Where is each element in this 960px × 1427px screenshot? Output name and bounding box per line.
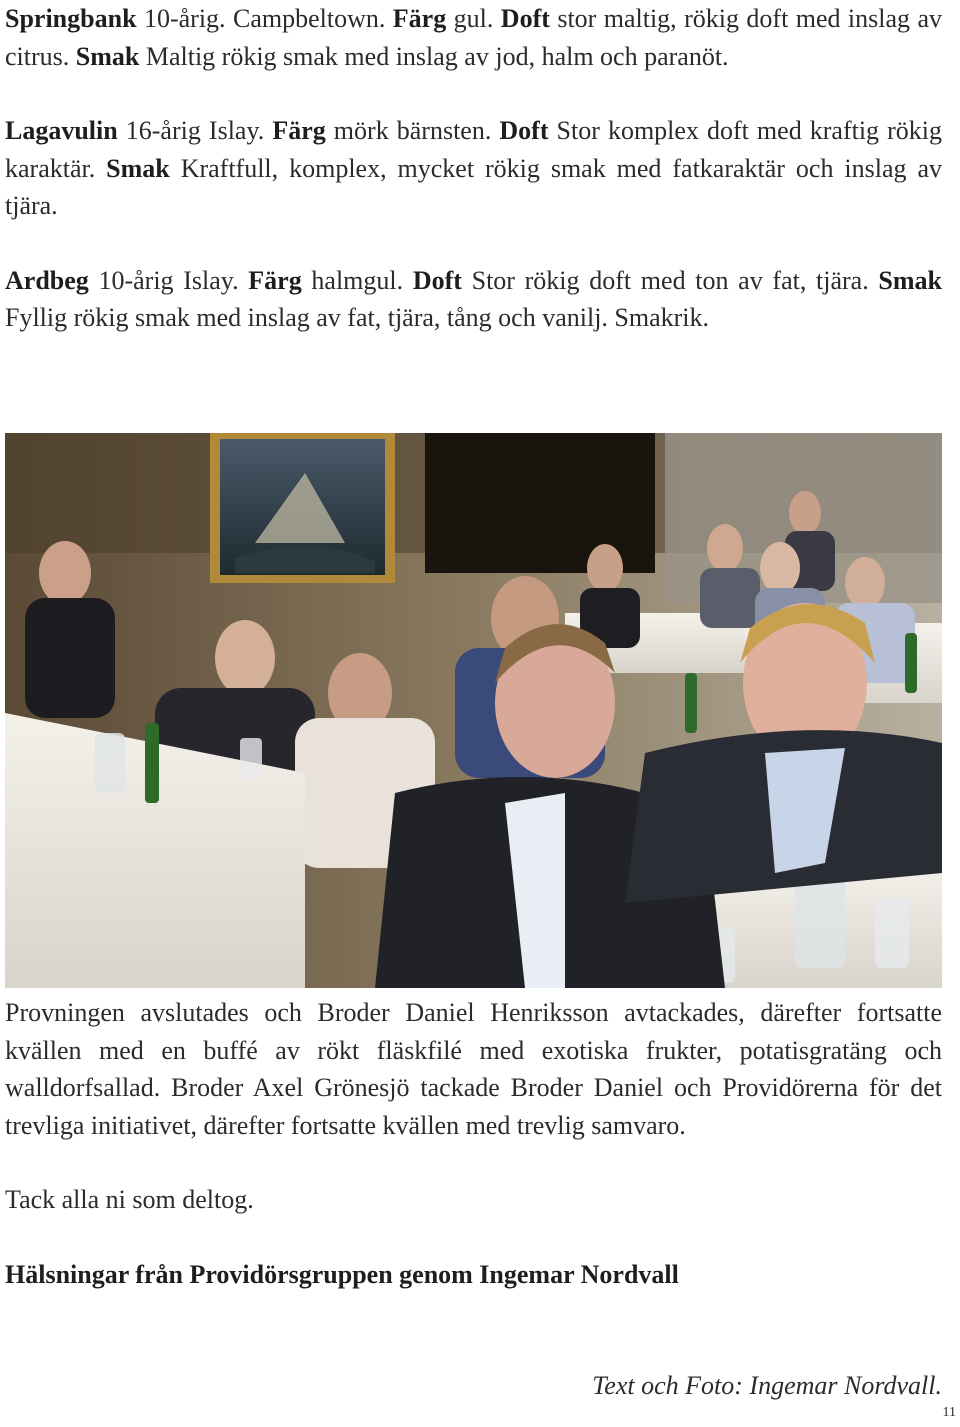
taste-label: Smak <box>106 153 170 183</box>
nose-text: Stor komplex doft med kraftig rökig karaktär. <box>5 116 942 183</box>
whisky-origin: 16-årig Islay. <box>117 116 273 145</box>
page-number: 11 <box>942 1405 956 1420</box>
color-text: gul. <box>446 4 501 33</box>
nose-label: Doft <box>412 265 462 295</box>
body-paragraph: Provningen avslutades och Broder Daniel Henriksson avtackades, därefter fortsatte kvällen med en buffé av rökt fläskfilé med exotiska frukter, potatisgratäng och walldorfsallad. Broder Axel Grönesjö tackade Broder Daniel och Providörerna för det trevliga initiativet, därefter fortsatte kvällen med trevlig samvaro. <box>5 998 942 1140</box>
whisky-name: Springbank <box>5 4 137 33</box>
taste-label: Smak <box>878 265 942 295</box>
nose-text: stor maltig, rökig doft med inslag av citrus. <box>5 4 943 71</box>
whisky-note-lagavulin <box>5 112 942 225</box>
whisky-origin: 10-årig Islay. <box>88 265 249 295</box>
color-text: halmgul. <box>301 265 413 295</box>
greeting-line: Hälsningar från Providörsgruppen genom Ingemar Nordvall <box>5 1259 679 1289</box>
color-label: Färg <box>272 116 326 145</box>
color-label: Färg <box>248 265 302 295</box>
color-text: mörk bärnsten. <box>325 116 500 145</box>
thanks-line: Tack alla ni som deltog. <box>5 1185 254 1214</box>
whisky-note-ardbeg <box>5 262 942 337</box>
whisky-origin: 10-årig. Campbeltown. <box>136 4 393 33</box>
whisky-name: Lagavulin <box>5 116 118 145</box>
taste-text: Maltig rökig smak med inslag av jod, halm och paranöt. <box>139 41 729 71</box>
whisky-notes <box>5 0 942 337</box>
whisky-note-springbank <box>5 0 942 75</box>
nose-label: Doft <box>499 116 549 145</box>
nose-label: Doft <box>500 4 550 33</box>
event-photo-drawing <box>5 433 942 988</box>
taste-text: Fyllig rökig smak med inslag av fat, tjära, tång och vanilj. Smakrik. <box>5 303 710 332</box>
taste-text: Kraftfull, komplex, mycket rökig smak med fatkaraktär och inslag av tjära. <box>5 153 942 220</box>
photo-credit: Text och Foto: Ingemar Nordvall. <box>592 1371 942 1400</box>
closing-section <box>5 994 942 1293</box>
nose-text: Stor rökig doft med ton av fat, tjära. <box>461 265 879 295</box>
event-photo <box>5 433 942 988</box>
whisky-name: Ardbeg <box>5 265 89 295</box>
taste-label: Smak <box>75 41 140 71</box>
color-label: Färg <box>392 4 447 33</box>
